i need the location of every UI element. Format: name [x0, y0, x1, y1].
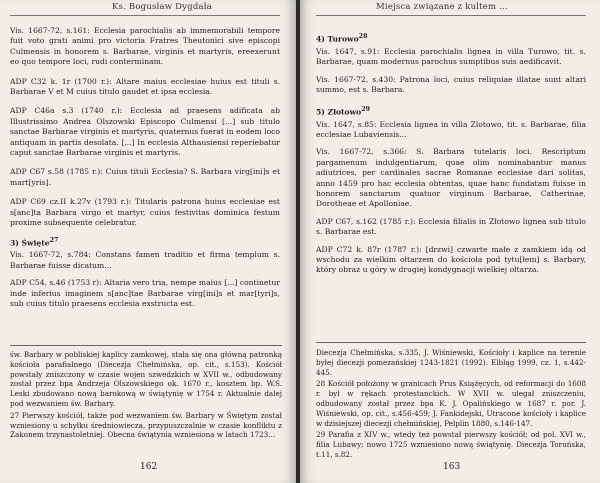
- section-heading-text: 5) Złotowo: [316, 107, 362, 117]
- footnote-ref: 28: [358, 33, 368, 40]
- paragraph: ADP C54, s.46 (1753 r): Altaria vero tria, nempe maius [...] continetur inde inferius imaginem s[anc]tae Barbarae virg[ini]s et mar[tyri]s, sub cuius titulo praesens ecclesia exstructa est.: [10, 278, 280, 309]
- section-heading-text: 3) Święte: [10, 238, 50, 248]
- paragraph: Vis. 1667-72, s.161: Ecclesia parochialis ab immemorabili tempore fuit voto grati animi pro victoria Fratres Theutonici sive episcopi Culmensis in honorem s. Barbarae, virginis et martyris, ereexerunt eo quo tempore loci, rudi conterminam.: [10, 26, 280, 67]
- section-heading: [316, 105, 586, 118]
- main-text-column: [10, 26, 280, 318]
- page-number: 163: [443, 462, 461, 472]
- footnotes: [316, 348, 586, 462]
- section-heading: [10, 236, 280, 249]
- footnote-ref: 27: [49, 236, 59, 244]
- paragraph: Vis. 1667-72, s.430: Patrona loci, cuius reliquiae illatae sunt altari summo, est s. Barbara.: [316, 74, 586, 95]
- footnote: 27 Pierwszy kościół, także pod wezwaniem św. Barbary w Świętym został wzniesiony u schyłku średniowiecza, przypuszczalnie w czasie konfliktu z Zakonem trzynastoletniej. Obecna świątynia wzniesiona w latach 1723...: [10, 410, 282, 440]
- paragraph: ADP C46a s.3 (1740 r.): Ecclesia ad praesens adificata ab Illustrissimo Andrea Olszowski Episcopo Culmensi [...] sub titulo sanctae Barbarae virginis et martyris, quaternus fuerat in eodem loco antiquam in partis desolata. [...] In ecclesia Althausiensi reperiebatur caput sanctae Barbarae virginis et martyris.: [10, 106, 280, 158]
- paragraph: ADP C67, s.162 (1785 r.): Ecclesia filialis in Złotowo lignea sub titulo s. Barbarae est.: [316, 216, 586, 237]
- paragraph: ADP C72 k. 87r (1787 r.): [drzwi] czwarte małe z zamkiem idą od wschodu za wielkim ołtarzem do kościoła pod tytu[łem] s. Barbary, który obraz u góry w drugiej kondygnacji wielkiej ołtarza.: [316, 244, 586, 275]
- footnote: Diecezja Chełmińska, s.335, J. Wiśniewski, Kościoły i kaplice na terenie byłej diecezji pomezańskiej 1243-1821 (1992). Elbląg 1999, cz. 1, s.442-445.: [316, 348, 586, 377]
- section-heading-text: 4) Turowo: [316, 34, 359, 44]
- header-rule: [10, 15, 280, 16]
- page-number: 162: [140, 462, 158, 472]
- footnote-ref: 29: [361, 105, 371, 113]
- footnote-rule: [316, 342, 586, 343]
- footnote: 29 Parafia z XIV w., wtedy też powstał pierwszy kościół; od pol. XVI w., filia Lubawy; nowo 1725 wzniesiono nową świątynię. Diecezja Toruńska, t.11, s.82.: [316, 430, 586, 459]
- paragraph: ADP C32 k. 1r (1700 r.): Altare maius ecclesiae huius est tituli s. Barbarae V et M cuius titulo gaudet et ipsa ecclesia.: [10, 76, 280, 97]
- running-header: Ks. Bogusław Dygdała: [112, 2, 212, 12]
- paragraph: Vis. 1647, s.91: Ecclesia parochialis lignea in villa Turowo, tit. s. Barbarae, quam modernus parochus sumptibus suis aedificavit.: [316, 46, 586, 67]
- running-header: Miejsca związane z kultem ...: [376, 2, 508, 12]
- footnote: 28 Kościół położony w granicach Prus Książęcych, od reformacji do 1608 r. był w rękach protestanckich. W XVII w. ulegał zniszczeniu, odbudowany został przez bpa K. J. Opalińskiego w 1687 r. por. J. Wiśniewski, op. cit., s.456-459; J. Fankidejski, Utracone kościoły i kaplice w dzisiejszej diecezji chełmińskiej, Pelplin 1880, s.146-147.: [316, 379, 586, 428]
- paragraph: ADP C69 cz.II k.27v (1793 r.): Titularis patrona huius ecclesiae est s[anc]ta Barbara virgo et martyr, cuius festivitas dominica festum proxime subsequente celebratur.: [10, 197, 280, 228]
- paragraph: Vis. 1667-72, s.366: S. Barbara tutelaris loci. Rescriptum pargamenum indulgentiarum, quae olim nominabantur manus adiutrices, per cardinales sacrae Romanae ecclesiae dari solitas, anno 1459 pro hac ecclesia obtentas, quae hanc fundatam fuisse in honorem sanctarum quatuor virginum Barbarae, Catherinae, Dorotheae et Apolloniae.: [316, 147, 586, 209]
- left-page: [0, 0, 296, 483]
- footnotes: [10, 350, 282, 442]
- paragraph: ADP C67 s.58 (1785 r.): Cuius tituli Ecclesia? S. Barbara virg[ini]s et mart[yris].: [10, 167, 280, 187]
- footnote: św. Barbary w pobliskiej kaplicy zamkowej, stała się ona główną patronką kościoła parafialnego (Diecezja Chełmińska, op. cit., s.153). Kościół powstały zniszczony w czasie wojen szwedzkich w XVII w., odbudowany został przez bpa Andrzeja Olszowskiego ok. 1670 r., kosztem bp. W.S. Leski zbudowano nową barokową w świątynię w 1754 r. Aktualnie dalej pod wezwaniem św. Barbary.: [10, 350, 282, 408]
- header-rule: [316, 15, 586, 16]
- right-page: [300, 0, 600, 483]
- paragraph: Vis. 1647, s.85: Ecclesia lignea in villa Zlotowo, tit. s. Barbarae, filia ecclesiae Lubaviensis...: [316, 119, 586, 139]
- paragraph: Vis. 1667-72, s.784: Constans famen traditio et firma templum s. Barbarae fuisse dicatum...: [10, 250, 280, 270]
- main-text-column: [316, 26, 586, 285]
- section-heading: [316, 32, 586, 45]
- footnote-rule: [10, 345, 282, 346]
